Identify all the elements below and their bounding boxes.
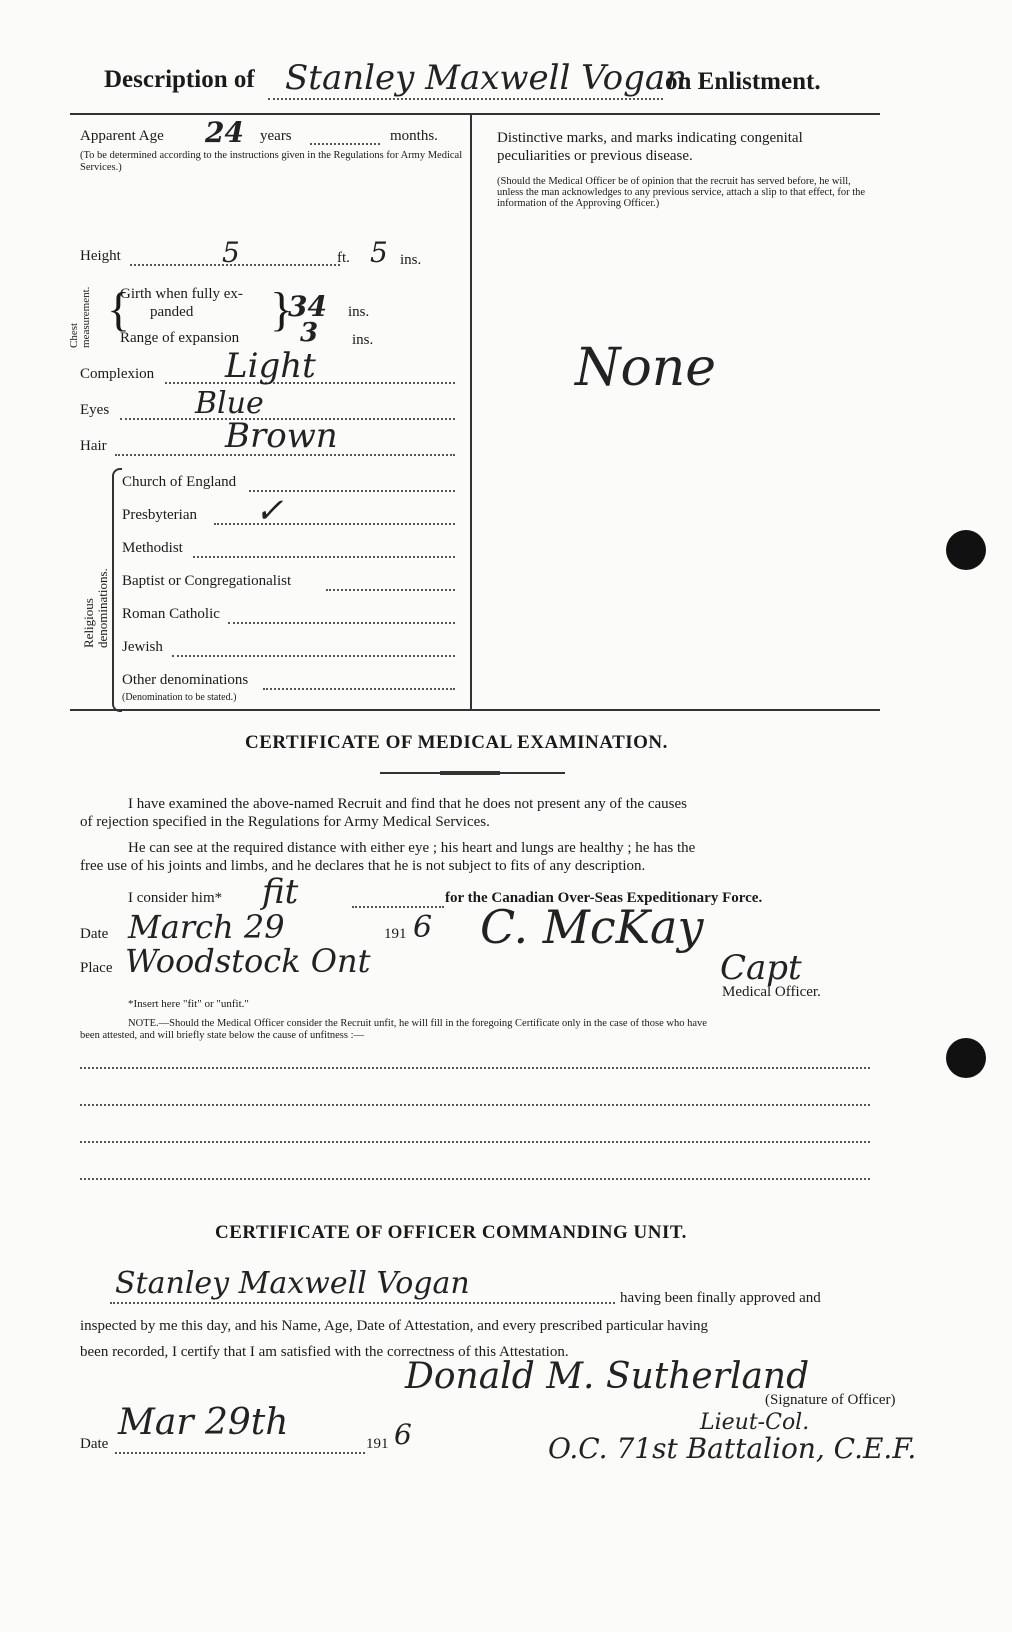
eyes-label: Eyes	[80, 402, 110, 418]
medical-officer-rank: Capt	[720, 948, 802, 988]
girth-unit: ins.	[348, 304, 370, 320]
unfit-note-line2: been attested, and will briefly state below the cause of unfitness :—	[80, 1030, 364, 1041]
age-label: Apparent Age	[80, 128, 164, 144]
age-years-label: years	[260, 128, 292, 144]
girth-label-1: Girth when fully ex-	[120, 286, 243, 302]
commanding-officer-signature: Donald M. Sutherland	[405, 1356, 810, 1397]
height-ft-label: ft.	[337, 250, 350, 266]
height-label: Height	[80, 248, 121, 264]
religion-check-mark: ✓	[255, 491, 284, 531]
consider-label: I consider him*	[128, 890, 223, 906]
religion-label: Baptist or Congregationalist	[122, 573, 292, 589]
commanding-date-label: Date	[80, 1436, 109, 1452]
age-years-value: 24	[205, 116, 244, 149]
height-ins-value: 5	[370, 236, 388, 269]
commanding-line3: been recorded, I certify that I am satisfied with the correctness of this Attestation.	[80, 1344, 569, 1360]
range-unit: ins.	[352, 332, 374, 348]
expeditionary-force-label: for the Canadian Over-Seas Expeditionary Force.	[445, 890, 763, 906]
height-ft-value: 5	[222, 236, 240, 269]
chest-values-bracket: }	[270, 283, 294, 336]
title-dotted-line	[268, 98, 663, 100]
religion-label: Roman Catholic	[122, 606, 220, 622]
commanding-year-digit: 6	[394, 1418, 412, 1451]
religion-bracket	[112, 468, 122, 712]
religion-dotted-line	[172, 655, 455, 657]
commanding-year-prefix: 191	[366, 1436, 389, 1452]
commanding-line1-tail: having been finally approved and	[620, 1290, 821, 1306]
medical-certificate-title: CERTIFICATE OF MEDICAL EXAMINATION.	[245, 732, 668, 753]
unfitness-line-2	[80, 1104, 870, 1106]
unfitness-line-1	[80, 1067, 870, 1069]
hair-label: Hair	[80, 438, 107, 454]
religion-label: Other denominations	[122, 672, 249, 688]
consider-value: fit	[262, 872, 299, 912]
title-suffix: on Enlistment.	[665, 68, 821, 95]
hair-value: Brown	[225, 416, 338, 456]
recruit-name-dots	[110, 1302, 615, 1304]
complexion-value: Light	[225, 346, 316, 386]
medical-place-label: Place	[80, 960, 113, 976]
religion-label: Methodist	[122, 540, 183, 556]
commanding-date-dots	[115, 1452, 365, 1454]
insert-note: *Insert here "fit" or "unfit."	[128, 998, 249, 1010]
religion-label: Presbyterian	[122, 507, 197, 523]
chest-measurement-label: Chest measurement.	[68, 286, 92, 348]
religion-dotted-line	[193, 556, 455, 558]
religion-dotted-line	[263, 688, 455, 690]
eyes-value: Blue	[195, 386, 264, 421]
unfitness-line-3	[80, 1141, 870, 1143]
complexion-label: Complexion	[80, 366, 155, 382]
commanding-officer-rank: Lieut-Col.	[700, 1410, 810, 1435]
religion-label: Jewish	[122, 639, 163, 655]
distinctive-marks-heading-1: Distinctive marks, and marks indicating congenital	[497, 130, 803, 146]
religion-dotted-line	[214, 523, 455, 525]
commanding-certificate-title: CERTIFICATE OF OFFICER COMMANDING UNIT.	[215, 1222, 687, 1243]
medical-date-value: March 29	[128, 908, 285, 946]
medical-para1-line2: of rejection specified in the Regulations for Army Medical Services.	[80, 814, 490, 830]
medical-year-digit: 6	[413, 910, 433, 945]
title-prefix: Description of	[104, 66, 255, 93]
commanding-recruit-name: Stanley Maxwell Vogan	[115, 1266, 470, 1301]
girth-value: 34	[288, 290, 327, 323]
medical-title-rule-bold	[440, 771, 500, 775]
top-rule	[70, 113, 880, 115]
religious-denominations-label: Religious denominations.	[81, 568, 110, 648]
signature-of-officer-label: (Signature of Officer)	[765, 1392, 896, 1408]
bottom-rule	[70, 709, 880, 711]
medical-para1-line1: I have examined the above-named Recruit and find that he does not present any of the causes	[128, 796, 687, 812]
consider-dots	[352, 906, 444, 908]
medical-officer-signature: C. McKay	[480, 900, 704, 954]
unfitness-line-4	[80, 1178, 870, 1180]
commanding-date-value: Mar 29th	[118, 1402, 289, 1443]
commanding-officer-unit: O.C. 71st Battalion, C.E.F.	[548, 1432, 917, 1465]
unfit-note-line1: NOTE.—Should the Medical Officer consider the Recruit unfit, he will fill in the foregoing Certificate only in the case of those who have	[128, 1018, 707, 1029]
religion-label: Church of England	[122, 474, 237, 490]
other-denomination-note: (Denomination to be stated.)	[122, 692, 237, 703]
column-divider	[470, 115, 472, 710]
religion-dotted-line	[326, 589, 455, 591]
age-months-dots	[310, 143, 380, 145]
medical-date-label: Date	[80, 926, 109, 942]
height-ins-label: ins.	[400, 252, 422, 268]
girth-label-2: panded	[150, 304, 194, 320]
age-months-label: months.	[390, 128, 438, 144]
range-label: Range of expansion	[120, 330, 240, 346]
religion-dotted-line	[228, 622, 455, 624]
distinctive-marks-heading-2: peculiarities or previous disease.	[497, 148, 693, 164]
title-name-handwritten: Stanley Maxwell Vogan	[285, 58, 688, 98]
punch-hole-top	[946, 530, 986, 570]
punch-hole-bottom	[946, 1038, 986, 1078]
commanding-line2: inspected by me this day, and his Name, Age, Date of Attestation, and every prescribed particular having	[80, 1318, 709, 1334]
distinctive-marks-value: None	[575, 338, 717, 398]
medical-officer-label: Medical Officer.	[722, 984, 821, 1000]
chest-bracket: {	[107, 283, 131, 336]
medical-year-prefix: 191	[384, 926, 407, 942]
medical-para2-line2: free use of his joints and limbs, and he declares that he is not subject to fits of any description.	[80, 858, 646, 874]
medical-para2-line1: He can see at the required distance with either eye ; his heart and lungs are healthy ; he has the	[128, 840, 696, 856]
distinctive-marks-note: (Should the Medical Officer be of opinion that the recruit has served before, he will, unless the man acknowledges to any previous service, attach a slip to that effect, for the information of the Approving Officer.)	[497, 176, 866, 209]
range-value: 3	[300, 318, 319, 348]
age-note: (To be determined according to the instructions given in the Regulations for Army Medical Services.)	[80, 150, 463, 173]
medical-place-value: Woodstock Ont	[125, 942, 371, 980]
